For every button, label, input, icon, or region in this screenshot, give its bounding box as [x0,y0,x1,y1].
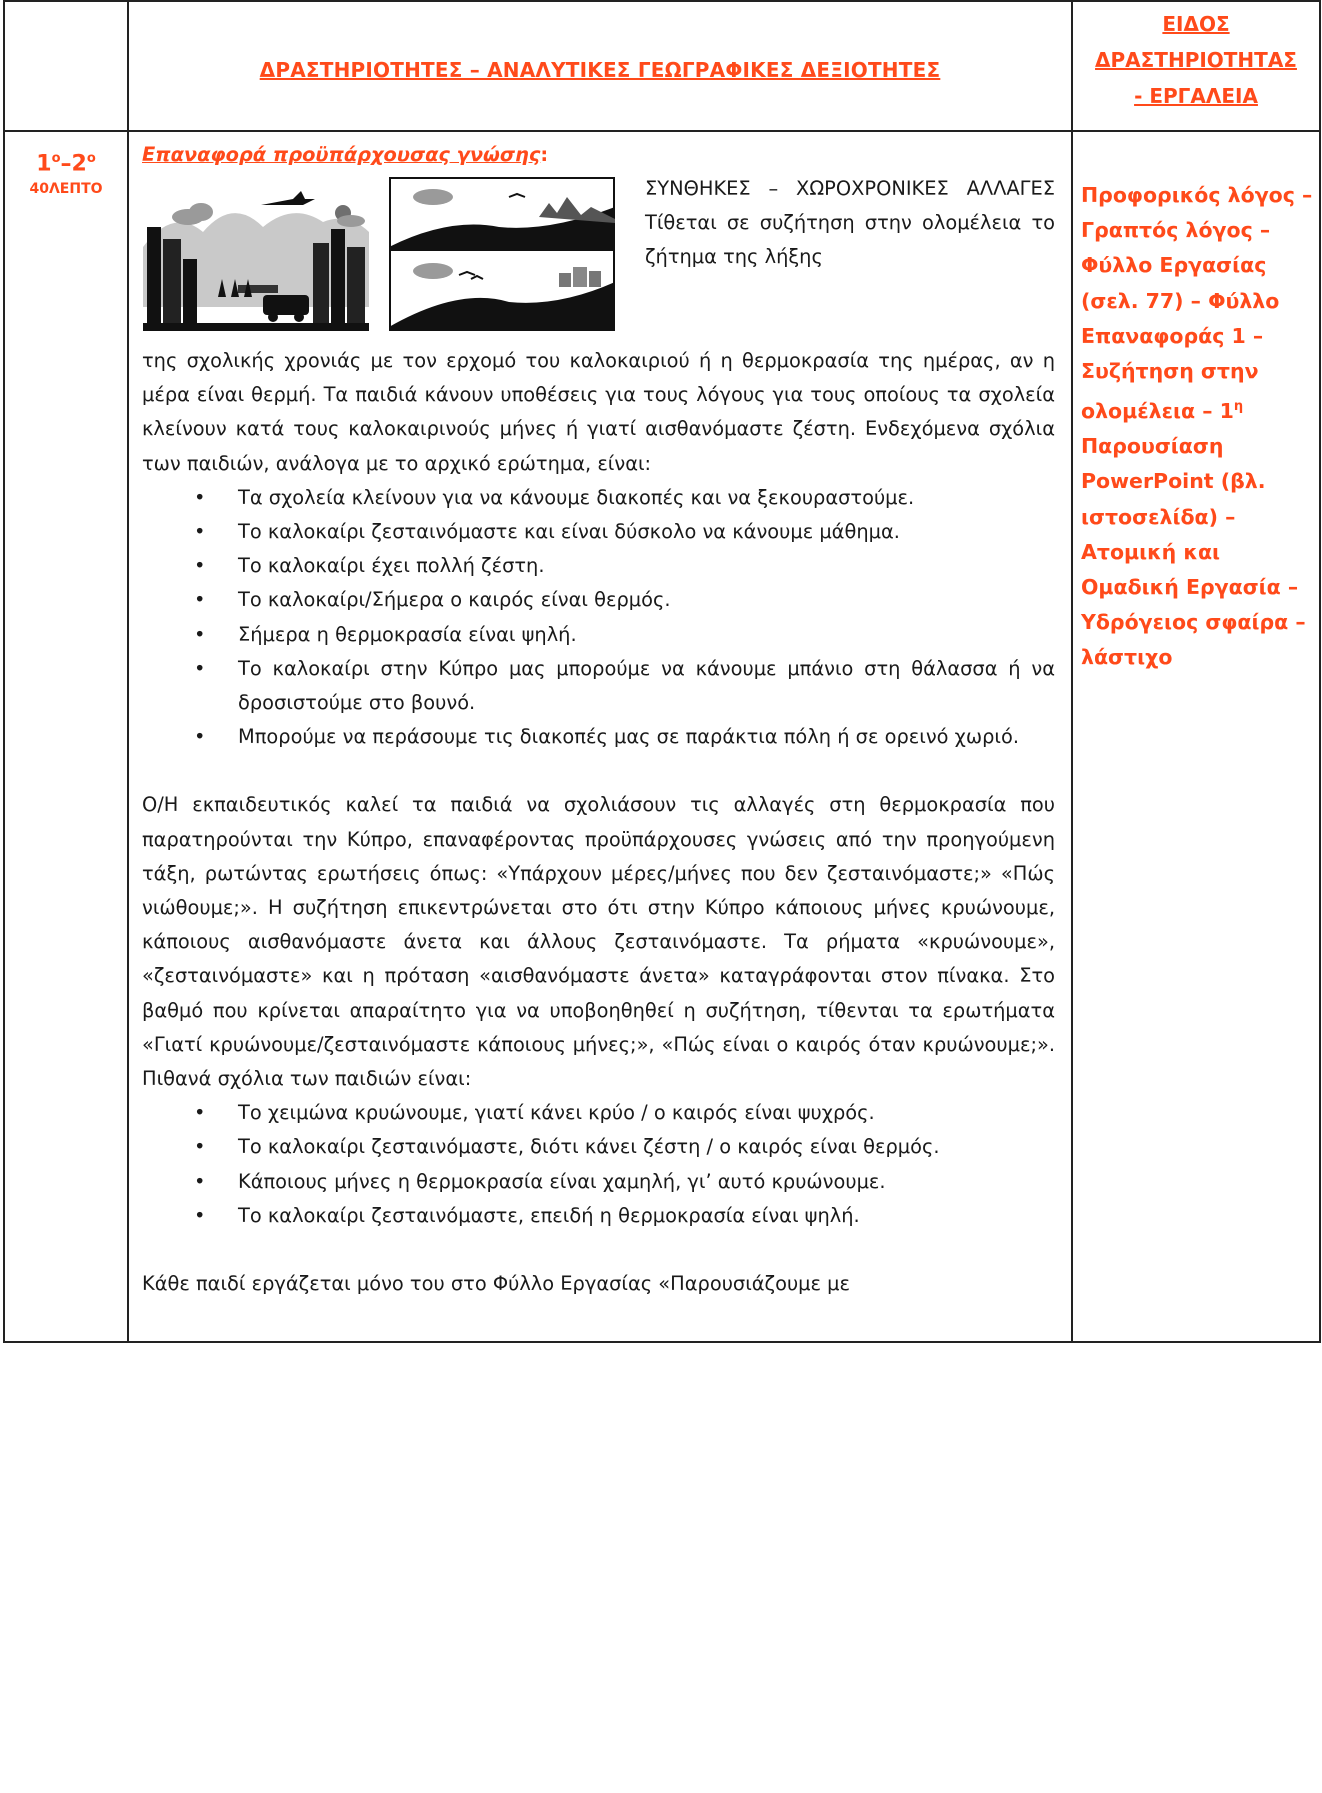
header-row [4,1,1320,131]
list-item: • Το χειμώνα κρυώνουμε, γιατί κάνει κρύο / ο καιρός είναι ψυχρός. [142,1096,1055,1130]
activities-title: ΔΡΑΣΤΗΡΙΟΤΗΤΕΣ – ΑΝΑΛΥΤΙΚΕΣ ΓΕΩΓΡΑΦΙΚΕΣ ΔΕΞΙΟΤΗΤΕΣ [259,58,941,82]
list-item: • Το καλοκαίρι έχει πολλή ζέστη. [142,549,1055,583]
list-item: • Σήμερα η θερμοκρασία είναι ψηλή. [142,618,1055,652]
lesson-plan-table [3,0,1321,1343]
list-item: • Κάποιους μήνες η θερμοκρασία είναι χαμηλή, γι’ αυτό κρυώνουμε. [142,1165,1055,1199]
city-illustration [143,177,369,331]
type-title-line-3: - ΕΡΓΑΛΕΙΑ [1134,84,1258,108]
activity-type-cell [1072,131,1320,1342]
header-empty-cell [4,1,128,131]
list-item: • Το καλοκαίρι ζεσταινόμαστε, διότι κάνει ζέστη / ο καιρός είναι θερμός. [142,1130,1055,1164]
paragraph-1: της σχολικής χρονιάς με τον ερχομό του καλοκαιριού ή η θερμοκρασία της ημέρας, αν η μέρα είναι θερμή. Τα παιδιά κάνουν υποθέσεις για τους λόγους για τους οποίους τα σχολεία κλείνουν κατά τους καλοκαιρινούς μήνες ή γιατί αισθανόμαστε ζέστη. Ενδεχόμενα σχόλια των παιδιών, ανάλογα με το αρχικό ερώτημα, είναι: [142,349,1055,475]
paragraph-3: Κάθε παιδί εργάζεται μόνο του στο Φύλλο Εργασίας «Παρουσιάζουμε με [142,1272,850,1296]
bullet-list-1 [142,481,1055,755]
bullet-list-2 [142,1096,1055,1233]
coast-mountain-illustration [389,177,615,331]
session-cell [4,131,128,1342]
illustration-row [142,172,1055,344]
content-row [4,131,1320,1342]
list-item: • Τα σχολεία κλείνουν για να κάνουμε διακοπές και να ξεκουραστούμε. [142,481,1055,515]
list-item: • Το καλοκαίρι στην Κύπρο μας μπορούμε να κάνουμε μπάνιο στη θάλασσα ή να δροσιστούμε στο βουνό. [142,652,1055,720]
section-title: Επαναφορά προϋπάρχουσας γνώσης: [142,143,549,166]
spacer [142,1233,1055,1267]
conditions-heading: ΣΥΝΘΗΚΕΣ – ΧΩΡΟΧΡΟΝΙΚΕΣ ΑΛΛΑΓΕΣ [645,177,1055,200]
type-title-line-1: ΕΙΔΟΣ [1162,12,1230,36]
list-item: • Το καλοκαίρι/Σήμερα ο καιρός είναι θερμός. [142,583,1055,617]
conditions-intro-text: Τίθεται σε συζήτηση στην ολομέλεια το ζήτημα της λήξης [645,211,1055,269]
session-duration: 40ΛΕΠΤΟ [29,181,103,198]
list-item: • Μπορούμε να περάσουμε τις διακοπές μας σε παράκτια πόλη ή σε ορεινό χωριό. [142,720,1055,754]
header-activities-cell [128,1,1072,131]
list-item: • Το καλοκαίρι ζεσταινόμαστε, επειδή η θερμοκρασία είναι ψηλή. [142,1199,1055,1233]
spacer [142,754,1055,788]
type-title-line-2: ΔΡΑΣΤΗΡΙΟΤΗΤΑΣ [1095,48,1297,72]
activities-content-cell [128,131,1072,1342]
header-type-cell [1072,1,1320,131]
activity-tools-text: Προφορικός λόγος – Γραπτός λόγος – Φύλλο Εργασίας (σελ. 77) – Φύλλο Επαναφοράς 1 – Συζήτηση στην ολομέλεια – $1^\eta$ Παρουσίαση PowerPoint (βλ. ιστοσελίδα) – Ατομική και Ομαδική Εργασία – Υδρόγειος σφαίρα – λάστιχο [1081,183,1313,670]
paragraph-2: Ο/Η εκπαιδευτικός καλεί τα παιδιά να σχολιάσουν τις αλλαγές στη θερμοκρασία που παρατηρούνται την Κύπρο, επαναφέροντας προϋπάρχουσες γνώσεις από την προηγούμενη τάξη, ρωτώντας ερωτήσεις όπως: «Υπάρχουν μέρες/μήνες που δεν ζεσταινόμαστε;» «Πώς νιώθουμε;». Η συζήτηση επικεντρώνεται στο ότι στην Κύπρο κάποιους μήνες κρυώνουμε, κάποιους αισθανόμαστε άνετα και άλλους ζεσταινόμαστε. Τα ρήματα «κρυώνουμε», «ζεσταινόμαστε» και η πρόταση «αισθανόμαστε άνετα» καταγράφονται στον πίνακα. Στο βαθμό που κρίνεται απαραίτητο για να υποβοηθηθεί η συζήτηση, τίθενται τα ερωτήματα «Γιατί κρυώνουμε/ζεσταινόμαστε κάποιους μήνες;», «Πώς είναι ο καιρός όταν κρυώνουμε;». Πιθανά σχόλια των παιδιών είναι: [142,793,1055,1091]
list-item: • Το καλοκαίρι ζεσταινόμαστε και είναι δύσκολο να κάνουμε μάθημα. [142,515,1055,549]
conditions-intro [645,172,1055,275]
session-number: $1^o-2^o$ [36,151,96,177]
